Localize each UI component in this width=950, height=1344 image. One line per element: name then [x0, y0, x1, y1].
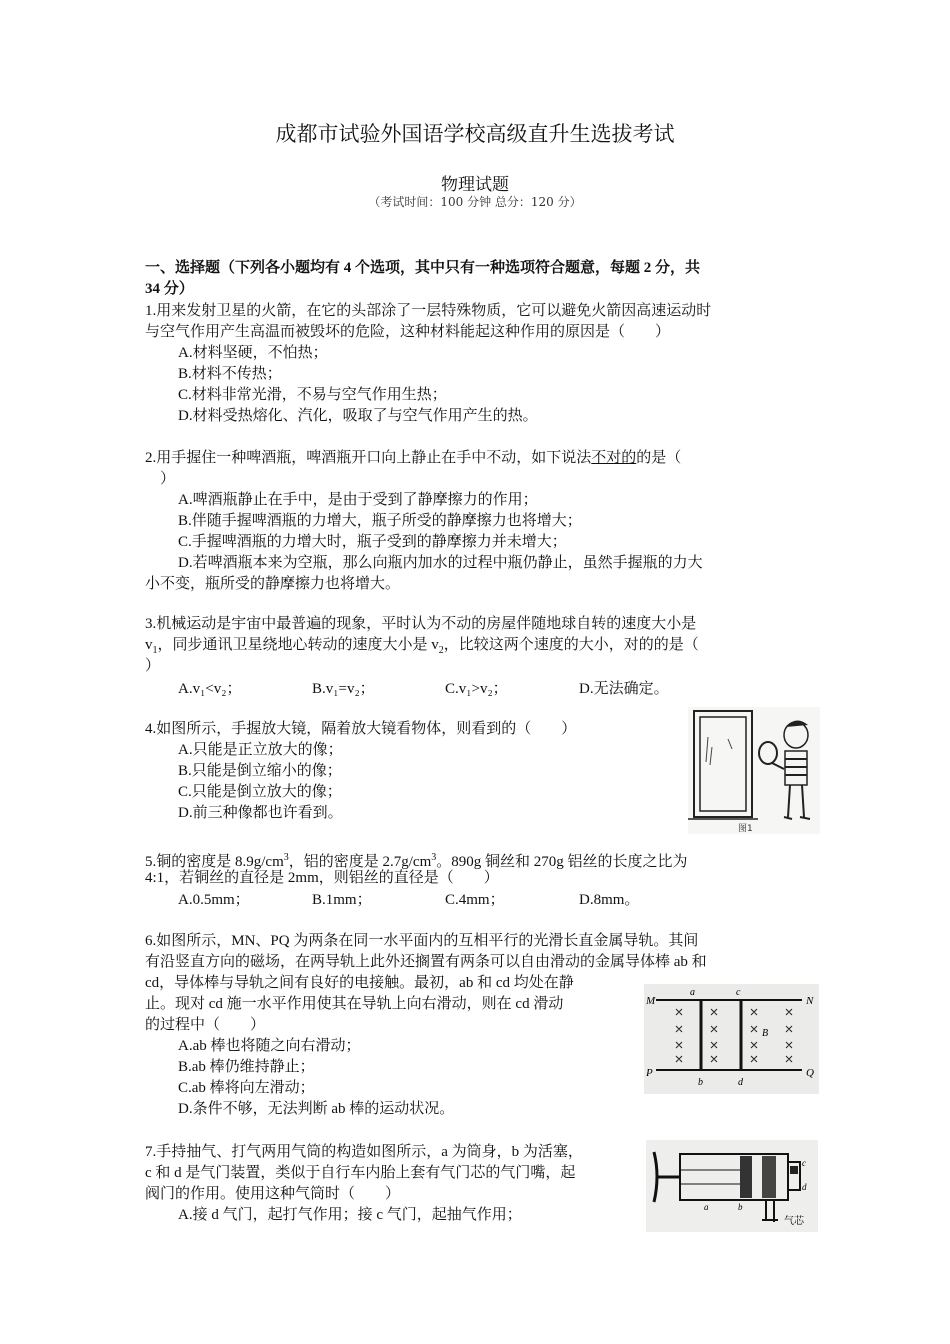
section-header-line1: 一、选择题（下列各小题均有 4 个选项，其中只有一种选项符合题意，每题 2 分，共: [145, 260, 701, 276]
q7-label-c: c: [802, 1158, 806, 1168]
q6-label-q: Q: [806, 1067, 814, 1079]
q6-line4: 止。现对 cd 施一水平作用使其在导轨上向右滑动，则在 cd 滑动: [145, 996, 564, 1012]
q6-label-m: M: [646, 995, 656, 1007]
q3-line1: 3.机械运动是宇宙中最普遍的现象，平时认为不动的房屋伴随地球自转的速度大小是: [145, 616, 697, 632]
q6-label-p: P: [646, 1067, 653, 1079]
q2-line1-start: 2.用手握住一种啤酒瓶，啤酒瓶开口向上静止在手中不动，如下说法: [145, 450, 592, 466]
q5-option-b: B.1mm；: [312, 892, 372, 908]
q7-line3: 阀门的作用。使用这种气筒时（ ）: [145, 1186, 401, 1202]
q6-line3: cd，导体棒与导轨之间有良好的电接触。最初，ab 和 cd 均处在静: [145, 975, 574, 991]
q5-option-a: A.0.5mm；: [178, 892, 250, 908]
q4-figure-label: 图1: [738, 824, 753, 834]
q6-line1: 6.如图所示，MN、PQ 为两条在同一水平面内的互相平行的光滑长直金属导轨。其间: [145, 933, 699, 949]
q4-option-d: D.前三种像都也许看到。: [178, 805, 343, 821]
q6-line2: 有沿竖直方向的磁场，在两导轨上此外还搁置有两条可以自由滑动的金属导体棒 ab 和: [145, 954, 707, 970]
q6-option-d: D.条件不够，无法判断 ab 棒的运动状况。: [178, 1101, 455, 1117]
page-title: 成都市试验外国语学校高级直升生选拔考试: [275, 122, 675, 146]
q3-line2: $v_1$，同步通讯卫星绕地心转动的速度大小是 $v_2$，比较这两个速度的大小，对的的是（: [145, 637, 699, 656]
q2-option-b: B.伴随手握啤酒瓶的力增大，瓶子所受的静摩擦力也将增大；: [178, 513, 582, 529]
q6-label-c: c: [736, 987, 741, 998]
q5-line1: 5.铜的密度是 $8.9g/cm^3$，铝的密度是 $2.7g/cm^3$。890g 铜丝和 270g 铝丝的长度之比为: [145, 852, 688, 870]
q5-line2: 4:1，若铜丝的直径是 2mm，则铝丝的直径是（ ）: [145, 870, 499, 886]
q7-label-core: 气芯: [784, 1216, 804, 1227]
q1-option-d: D.材料受热熔化、汽化，吸取了与空气作用产生的热。: [178, 408, 538, 424]
q1-line2: 与空气作用产生高温而被毁坏的危险，这种材料能起这种作用的原因是（ ）: [145, 324, 671, 340]
q7-line1: 7.手持抽气、打气两用气筒的构造如图所示，a 为筒身，b 为活塞，: [145, 1144, 583, 1160]
section-header-line2: 34 分）: [145, 281, 194, 297]
q6-label-d: d: [738, 1077, 743, 1088]
q3-line2-end: ，比较这两个速度的大小，对的的是（: [443, 637, 699, 653]
subject-subtitle: 物理试题: [441, 175, 509, 195]
q2-line1: [145, 448, 681, 469]
q5-copper-density: 5.铜的密度是 8.9g/cm: [145, 854, 284, 870]
q2-line-last: 小不变，瓶所受的静摩擦力也将增大。: [145, 576, 401, 592]
q6-option-b: B.ab 棒仍维持静止；: [178, 1059, 315, 1075]
exam-info: （考试时间：100 分钟 总分：120 分）: [368, 195, 582, 209]
q6-label-field-b: B: [762, 1028, 769, 1039]
q6-label-n: N: [806, 995, 814, 1007]
q2-line1-end: 的是（: [636, 450, 682, 466]
q3-v: v: [145, 637, 153, 653]
q1-option-c: C.材料非常光滑，不易与空气作用生热；: [178, 387, 447, 403]
q5-option-d: D.8mm。: [579, 892, 640, 908]
q6-label-b: b: [698, 1077, 703, 1088]
q5-aluminum-density: ，铝的密度是 2.7g/cm: [288, 854, 432, 870]
q1-line1: 1.用来发射卫星的火箭，在它的头部涂了一层特殊物质，它可以避免火箭因高速运动时: [145, 303, 712, 319]
q1-option-b: B.材料不传热；: [178, 366, 282, 382]
q6-option-c: C.ab 棒将向左滑动；: [178, 1080, 315, 1096]
q2-option-d: D.若啤酒瓶本来为空瓶，那么向瓶内加水的过程中瓶仍静止，虽然手握瓶的力大: [178, 555, 703, 571]
q7-label-a: a: [704, 1202, 709, 1212]
q2-underlined-text: 不对的: [591, 450, 637, 466]
q3-line3: ）: [145, 658, 161, 674]
q3-option-c: C.v₁>v₂；: [445, 681, 508, 697]
q2-option-a: A.啤酒瓶静止在手中，是由于受到了静摩擦力的作用；: [178, 492, 538, 508]
q5-line1-end: 。890g 铜丝和 270g 铝丝的长度之比为: [436, 854, 688, 870]
q6-option-a: A.ab 棒也将随之向右滑动；: [178, 1038, 361, 1054]
q7-label-b: b: [738, 1202, 743, 1212]
q4-line1: 4.如图所示，手握放大镜，隔着放大镜看物体，则看到的（ ）: [145, 721, 577, 737]
q2-option-c: C.手握啤酒瓶的力增大时，瓶子受到的静摩擦力并未增大；: [178, 534, 567, 550]
q3-line2-mid: ，同步通讯卫星绕地心转动的速度大小是 v: [157, 637, 439, 653]
q4-option-b: B.只能是倒立缩小的像；: [178, 763, 342, 779]
q6-figure-rails: [644, 984, 819, 1094]
q4-figure-magnifier: [688, 707, 820, 834]
q6-line5: 的过程中（ ）: [145, 1017, 266, 1033]
q1-option-a: A.材料坚硬，不怕热；: [178, 345, 328, 361]
q7-line2: c 和 d 是气门装置，类似于自行车内胎上套有气门芯的气门嘴，起: [145, 1165, 576, 1181]
q7-option-a: A.接 d 气门，起打气作用；接 c 气门，起抽气作用；: [178, 1207, 522, 1223]
q5-option-c: C.4mm；: [445, 892, 505, 908]
q3-option-d: D.无法确定。: [579, 681, 669, 697]
q7-label-d: d: [802, 1182, 807, 1192]
q2-line2: ）: [145, 471, 176, 487]
q4-option-c: C.只能是倒立放大的像；: [178, 784, 342, 800]
q7-figure-pump: [646, 1140, 818, 1232]
q6-label-a: a: [690, 987, 695, 998]
q4-option-a: A.只能是正立放大的像；: [178, 742, 343, 758]
section-header: [145, 258, 795, 300]
q3-option-a: A.v₁<v₂；: [178, 681, 242, 697]
q3-option-b: B.v₁=v₂；: [312, 681, 375, 697]
